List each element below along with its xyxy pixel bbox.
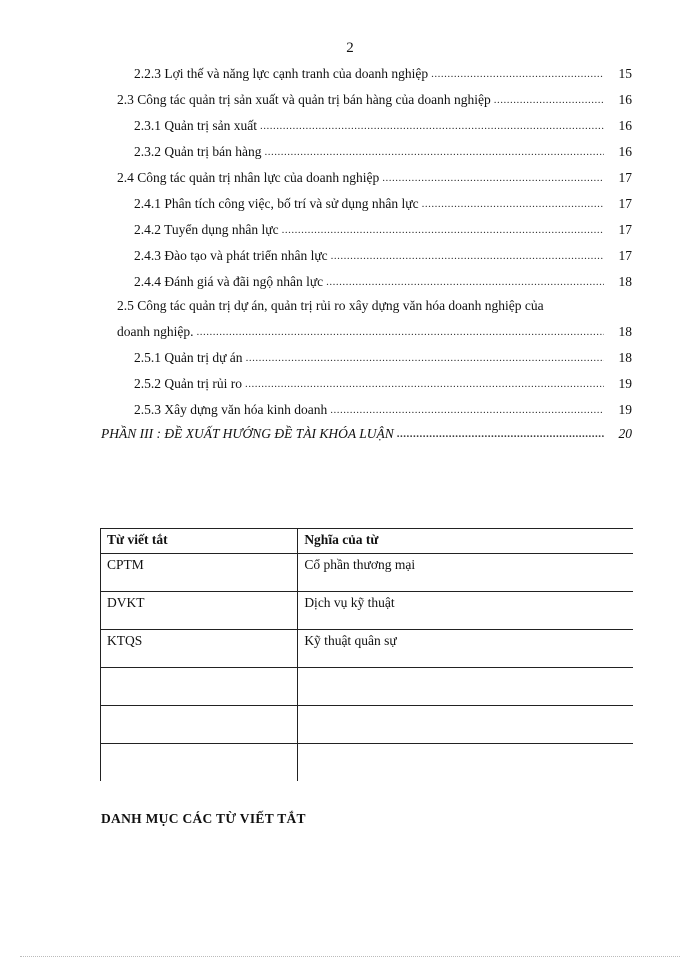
cell-abbreviation: CPTM xyxy=(101,554,298,592)
toc-entry-part xyxy=(101,422,632,442)
toc-entry-text: 2.2.3 Lợi thế và năng lực cạnh tranh của doanh nghiệp xyxy=(134,66,429,81)
page-number: 2 xyxy=(346,40,354,56)
cell-meaning xyxy=(298,706,633,744)
toc-leader-dots xyxy=(282,222,604,238)
table-row xyxy=(101,744,634,782)
toc-entry xyxy=(134,372,632,392)
cell-abbreviation: KTQS xyxy=(101,630,298,668)
toc-entry-text: doanh nghiệp. xyxy=(117,324,194,339)
toc-entry xyxy=(117,88,632,108)
toc-entry xyxy=(134,270,632,290)
toc-entry-page: 17 xyxy=(618,196,632,211)
section-title: DANH MỤC CÁC TỪ VIẾT TẮT xyxy=(101,811,306,826)
toc-leader-dots xyxy=(260,118,604,134)
toc-entry xyxy=(134,244,632,264)
cell-abbreviation xyxy=(101,706,298,744)
table-row xyxy=(101,668,634,706)
toc-entry xyxy=(117,166,632,186)
toc-entry-page: 16 xyxy=(618,92,632,107)
cell-meaning xyxy=(298,744,633,782)
table-row xyxy=(101,706,634,744)
toc-entry-page: 20 xyxy=(618,426,632,441)
toc-leader-dots xyxy=(246,350,604,366)
toc-leader-dots xyxy=(245,376,604,392)
header-abbreviation: Từ viết tắt xyxy=(101,529,298,554)
toc-entry-page: 18 xyxy=(618,274,632,289)
header-meaning: Nghĩa của từ xyxy=(298,529,633,554)
toc-leader-dots xyxy=(494,92,604,108)
abbreviation-table xyxy=(100,528,633,781)
toc-leader-dots xyxy=(264,144,604,160)
table-row xyxy=(101,630,634,668)
table-row xyxy=(101,592,634,630)
toc-entry xyxy=(134,62,632,82)
toc-leader-dots xyxy=(382,170,604,186)
toc-entry xyxy=(134,192,632,212)
toc-entry-text: 2.3.2 Quản trị bán hàng xyxy=(134,144,262,159)
cell-abbreviation: DVKT xyxy=(101,592,298,630)
toc-entry-text: PHẦN III : ĐỀ XUẤT HƯỚNG ĐỀ TÀI KHÓA LUẬN xyxy=(101,426,394,441)
toc-entry xyxy=(134,218,632,238)
toc-entry-page: 15 xyxy=(618,66,632,81)
page-bottom-divider xyxy=(20,956,680,957)
toc-entry-text: 2.5.2 Quản trị rủi ro xyxy=(134,376,242,391)
toc-entry-page: 17 xyxy=(618,248,632,263)
toc-leader-dots xyxy=(331,248,604,264)
cell-meaning: Cổ phần thương mại xyxy=(298,554,633,592)
toc-entry xyxy=(134,398,632,418)
toc-entry xyxy=(134,140,632,160)
toc-entry-page: 19 xyxy=(618,376,632,391)
toc-entry-text: 2.3.1 Quản trị sản xuất xyxy=(134,118,257,133)
toc-entry-text: 2.5.1 Quản trị dự án xyxy=(134,350,243,365)
toc-entry-text: 2.4.4 Đánh giá và đãi ngộ nhân lực xyxy=(134,274,324,289)
toc-entry xyxy=(134,114,632,134)
toc-entry xyxy=(117,294,632,314)
toc-entry-page: 17 xyxy=(618,222,632,237)
toc-leader-dots xyxy=(397,426,604,442)
toc-leader-dots xyxy=(431,66,604,82)
toc-entry-page: 16 xyxy=(618,118,632,133)
table-header-row xyxy=(101,529,634,554)
toc-leader-dots xyxy=(326,274,604,290)
toc-leader-dots xyxy=(330,402,604,418)
toc-entry-text: 2.4.3 Đào tạo và phát triển nhân lực xyxy=(134,248,328,263)
cell-meaning: Kỹ thuật quân sự xyxy=(298,630,633,668)
toc-entry-text: 2.5.3 Xây dựng văn hóa kinh doanh xyxy=(134,402,328,417)
toc-leader-dots xyxy=(422,196,604,212)
toc-entry-page: 18 xyxy=(618,324,632,339)
toc-entry-page: 18 xyxy=(618,350,632,365)
cell-abbreviation xyxy=(101,744,298,782)
toc-leader-dots xyxy=(197,324,605,340)
toc-entry-text: 2.3 Công tác quản trị sản xuất và quản trị bán hàng của doanh nghiệp xyxy=(117,92,491,107)
toc-entry xyxy=(117,320,632,340)
toc-entry-text: 2.4 Công tác quản trị nhân lực của doanh nghiệp xyxy=(117,170,380,185)
toc-entry-text: 2.4.1 Phân tích công việc, bố trí và sử dụng nhân lực xyxy=(134,196,419,211)
table-row xyxy=(101,554,634,592)
toc-entry-text: 2.4.2 Tuyển dụng nhân lực xyxy=(134,222,279,237)
toc-entry xyxy=(134,346,632,366)
cell-meaning xyxy=(298,668,633,706)
toc-entry-page: 17 xyxy=(618,170,632,185)
toc-entry-text: 2.5 Công tác quản trị dự án, quản trị rủi ro xây dựng văn hóa doanh nghiệp của xyxy=(117,298,544,313)
toc-entry-page: 19 xyxy=(618,402,632,417)
toc-entry-page: 16 xyxy=(618,144,632,159)
cell-abbreviation xyxy=(101,668,298,706)
cell-meaning: Dịch vụ kỹ thuật xyxy=(298,592,633,630)
